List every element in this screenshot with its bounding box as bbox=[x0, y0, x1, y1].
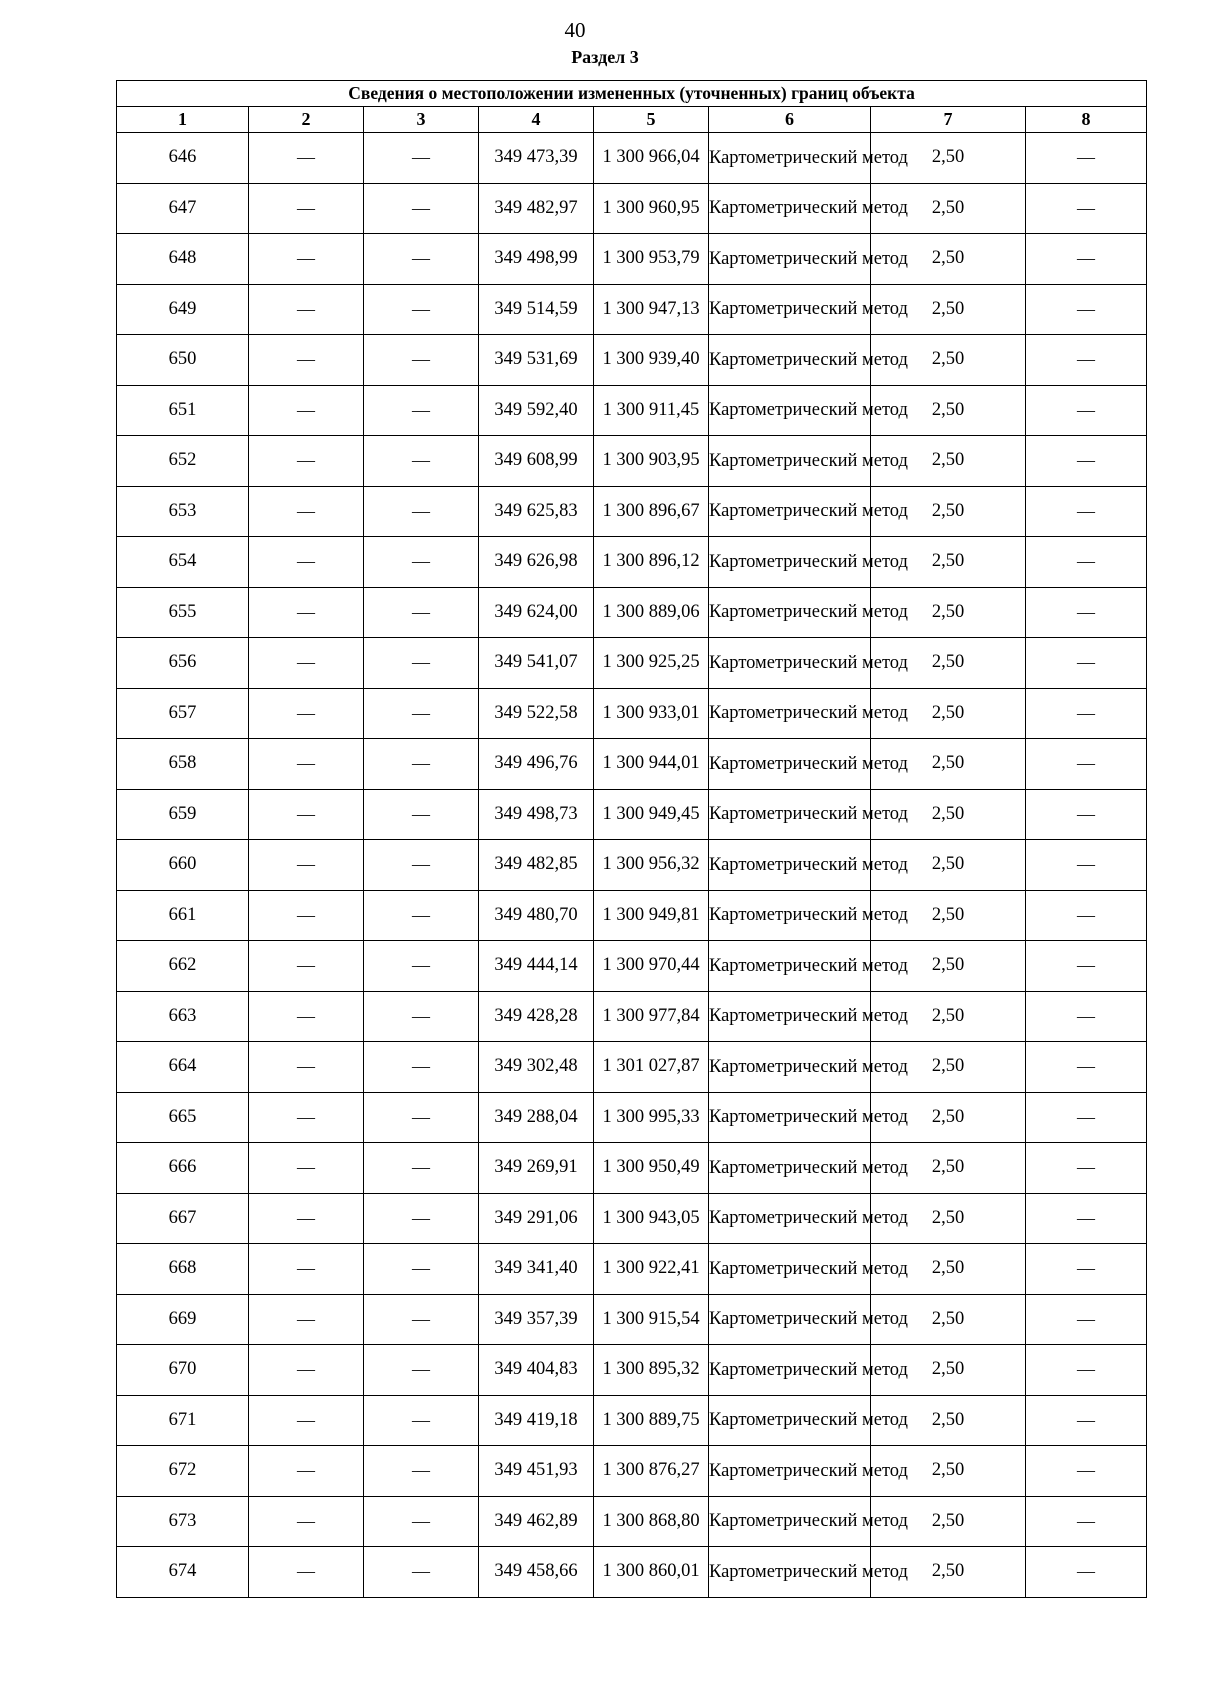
page-number: 40 bbox=[564, 18, 586, 42]
column-2-cell: — bbox=[249, 1547, 364, 1598]
column-number: 2 bbox=[249, 107, 364, 133]
y-coordinate-cell: 1 300 925,25 bbox=[594, 638, 709, 689]
point-number-cell: 674 bbox=[117, 1547, 249, 1598]
column-3-cell: — bbox=[364, 284, 479, 335]
column-2-cell: — bbox=[249, 1092, 364, 1143]
table-row bbox=[117, 890, 1147, 941]
y-coordinate-cell: 1 300 895,32 bbox=[594, 1345, 709, 1396]
column-number: 3 bbox=[364, 107, 479, 133]
column-2-cell: — bbox=[249, 1496, 364, 1547]
point-number-cell: 672 bbox=[117, 1446, 249, 1497]
x-coordinate-cell: 349 496,76 bbox=[479, 739, 594, 790]
column-3-cell: — bbox=[364, 1143, 479, 1194]
point-number-cell: 656 bbox=[117, 638, 249, 689]
column-2-cell: — bbox=[249, 183, 364, 234]
y-coordinate-cell: 1 300 949,45 bbox=[594, 789, 709, 840]
accuracy-cell: 2,50 bbox=[871, 284, 1026, 335]
method-cell: Картометрический метод bbox=[709, 284, 871, 335]
x-coordinate-cell: 349 522,58 bbox=[479, 688, 594, 739]
point-number-cell: 654 bbox=[117, 537, 249, 588]
column-2-cell: — bbox=[249, 1294, 364, 1345]
accuracy-cell: 2,50 bbox=[871, 991, 1026, 1042]
method-cell: Картометрический метод bbox=[709, 1446, 871, 1497]
point-number-cell: 646 bbox=[117, 133, 249, 184]
x-coordinate-cell: 349 626,98 bbox=[479, 537, 594, 588]
point-number-cell: 659 bbox=[117, 789, 249, 840]
column-2-cell: — bbox=[249, 890, 364, 941]
accuracy-cell: 2,50 bbox=[871, 1446, 1026, 1497]
x-coordinate-cell: 349 451,93 bbox=[479, 1446, 594, 1497]
accuracy-cell: 2,50 bbox=[871, 537, 1026, 588]
column-8-cell: — bbox=[1026, 789, 1147, 840]
column-8-cell: — bbox=[1026, 1143, 1147, 1194]
column-3-cell: — bbox=[364, 587, 479, 638]
column-3-cell: — bbox=[364, 1547, 479, 1598]
column-3-cell: — bbox=[364, 991, 479, 1042]
column-8-cell: — bbox=[1026, 133, 1147, 184]
column-3-cell: — bbox=[364, 840, 479, 891]
x-coordinate-cell: 349 498,99 bbox=[479, 234, 594, 285]
y-coordinate-cell: 1 300 970,44 bbox=[594, 941, 709, 992]
column-2-cell: — bbox=[249, 486, 364, 537]
column-2-cell: — bbox=[249, 991, 364, 1042]
table-row bbox=[117, 1143, 1147, 1194]
column-number: 1 bbox=[117, 107, 249, 133]
x-coordinate-cell: 349 514,59 bbox=[479, 284, 594, 335]
table-row bbox=[117, 941, 1147, 992]
y-coordinate-cell: 1 300 915,54 bbox=[594, 1294, 709, 1345]
method-cell: Картометрический метод bbox=[709, 587, 871, 638]
column-3-cell: — bbox=[364, 941, 479, 992]
column-3-cell: — bbox=[364, 638, 479, 689]
method-cell: Картометрический метод bbox=[709, 991, 871, 1042]
method-cell: Картометрический метод bbox=[709, 537, 871, 588]
column-8-cell: — bbox=[1026, 537, 1147, 588]
table-row bbox=[117, 789, 1147, 840]
y-coordinate-cell: 1 300 933,01 bbox=[594, 688, 709, 739]
column-8-cell: — bbox=[1026, 385, 1147, 436]
table-row bbox=[117, 587, 1147, 638]
x-coordinate-cell: 349 269,91 bbox=[479, 1143, 594, 1194]
table-row bbox=[117, 1446, 1147, 1497]
x-coordinate-cell: 349 462,89 bbox=[479, 1496, 594, 1547]
column-8-cell: — bbox=[1026, 1244, 1147, 1295]
column-8-cell: — bbox=[1026, 688, 1147, 739]
x-coordinate-cell: 349 458,66 bbox=[479, 1547, 594, 1598]
column-8-cell: — bbox=[1026, 1446, 1147, 1497]
table-row bbox=[117, 1244, 1147, 1295]
method-cell: Картометрический метод bbox=[709, 890, 871, 941]
accuracy-cell: 2,50 bbox=[871, 638, 1026, 689]
method-cell: Картометрический метод bbox=[709, 335, 871, 386]
y-coordinate-cell: 1 300 889,75 bbox=[594, 1395, 709, 1446]
y-coordinate-cell: 1 300 949,81 bbox=[594, 890, 709, 941]
column-3-cell: — bbox=[364, 1345, 479, 1396]
table-row bbox=[117, 991, 1147, 1042]
y-coordinate-cell: 1 300 960,95 bbox=[594, 183, 709, 234]
column-8-cell: — bbox=[1026, 840, 1147, 891]
column-3-cell: — bbox=[364, 537, 479, 588]
x-coordinate-cell: 349 625,83 bbox=[479, 486, 594, 537]
point-number-cell: 666 bbox=[117, 1143, 249, 1194]
point-number-cell: 657 bbox=[117, 688, 249, 739]
column-2-cell: — bbox=[249, 1042, 364, 1093]
column-8-cell: — bbox=[1026, 1547, 1147, 1598]
point-number-cell: 671 bbox=[117, 1395, 249, 1446]
point-number-cell: 653 bbox=[117, 486, 249, 537]
point-number-cell: 668 bbox=[117, 1244, 249, 1295]
point-number-cell: 670 bbox=[117, 1345, 249, 1396]
column-8-cell: — bbox=[1026, 284, 1147, 335]
y-coordinate-cell: 1 300 966,04 bbox=[594, 133, 709, 184]
point-number-cell: 663 bbox=[117, 991, 249, 1042]
column-8-cell: — bbox=[1026, 1193, 1147, 1244]
column-2-cell: — bbox=[249, 234, 364, 285]
table-row bbox=[117, 1294, 1147, 1345]
x-coordinate-cell: 349 291,06 bbox=[479, 1193, 594, 1244]
column-8-cell: — bbox=[1026, 486, 1147, 537]
column-number: 6 bbox=[709, 107, 871, 133]
column-8-cell: — bbox=[1026, 739, 1147, 790]
method-cell: Картометрический метод bbox=[709, 739, 871, 790]
accuracy-cell: 2,50 bbox=[871, 789, 1026, 840]
table-row bbox=[117, 284, 1147, 335]
column-8-cell: — bbox=[1026, 1294, 1147, 1345]
column-3-cell: — bbox=[364, 789, 479, 840]
column-8-cell: — bbox=[1026, 1395, 1147, 1446]
x-coordinate-cell: 349 541,07 bbox=[479, 638, 594, 689]
table-row bbox=[117, 688, 1147, 739]
column-2-cell: — bbox=[249, 537, 364, 588]
method-cell: Картометрический метод bbox=[709, 1547, 871, 1598]
column-8-cell: — bbox=[1026, 1042, 1147, 1093]
column-2-cell: — bbox=[249, 1446, 364, 1497]
column-3-cell: — bbox=[364, 1244, 479, 1295]
column-8-cell: — bbox=[1026, 991, 1147, 1042]
column-3-cell: — bbox=[364, 385, 479, 436]
column-8-cell: — bbox=[1026, 638, 1147, 689]
x-coordinate-cell: 349 473,39 bbox=[479, 133, 594, 184]
point-number-cell: 661 bbox=[117, 890, 249, 941]
column-3-cell: — bbox=[364, 133, 479, 184]
table-row bbox=[117, 1345, 1147, 1396]
x-coordinate-cell: 349 482,97 bbox=[479, 183, 594, 234]
column-2-cell: — bbox=[249, 436, 364, 487]
column-3-cell: — bbox=[364, 486, 479, 537]
column-2-cell: — bbox=[249, 1395, 364, 1446]
x-coordinate-cell: 349 608,99 bbox=[479, 436, 594, 487]
column-3-cell: — bbox=[364, 1042, 479, 1093]
accuracy-cell: 2,50 bbox=[871, 739, 1026, 790]
point-number-cell: 673 bbox=[117, 1496, 249, 1547]
point-number-cell: 667 bbox=[117, 1193, 249, 1244]
y-coordinate-cell: 1 300 911,45 bbox=[594, 385, 709, 436]
column-2-cell: — bbox=[249, 840, 364, 891]
method-cell: Картометрический метод bbox=[709, 133, 871, 184]
y-coordinate-cell: 1 300 995,33 bbox=[594, 1092, 709, 1143]
method-cell: Картометрический метод bbox=[709, 840, 871, 891]
accuracy-cell: 2,50 bbox=[871, 890, 1026, 941]
column-3-cell: — bbox=[364, 1446, 479, 1497]
column-numbers-row bbox=[117, 107, 1147, 133]
column-3-cell: — bbox=[364, 890, 479, 941]
column-2-cell: — bbox=[249, 941, 364, 992]
column-3-cell: — bbox=[364, 739, 479, 790]
column-8-cell: — bbox=[1026, 587, 1147, 638]
x-coordinate-cell: 349 357,39 bbox=[479, 1294, 594, 1345]
point-number-cell: 660 bbox=[117, 840, 249, 891]
method-cell: Картометрический метод bbox=[709, 789, 871, 840]
method-cell: Картометрический метод bbox=[709, 486, 871, 537]
x-coordinate-cell: 349 444,14 bbox=[479, 941, 594, 992]
method-cell: Картометрический метод bbox=[709, 183, 871, 234]
accuracy-cell: 2,50 bbox=[871, 1042, 1026, 1093]
x-coordinate-cell: 349 531,69 bbox=[479, 335, 594, 386]
table-row bbox=[117, 840, 1147, 891]
x-coordinate-cell: 349 341,40 bbox=[479, 1244, 594, 1295]
y-coordinate-cell: 1 300 950,49 bbox=[594, 1143, 709, 1194]
accuracy-cell: 2,50 bbox=[871, 941, 1026, 992]
method-cell: Картометрический метод bbox=[709, 1193, 871, 1244]
accuracy-cell: 2,50 bbox=[871, 1092, 1026, 1143]
table-caption-row bbox=[117, 81, 1147, 107]
accuracy-cell: 2,50 bbox=[871, 234, 1026, 285]
y-coordinate-cell: 1 300 889,06 bbox=[594, 587, 709, 638]
x-coordinate-cell: 349 288,04 bbox=[479, 1092, 594, 1143]
column-2-cell: — bbox=[249, 688, 364, 739]
accuracy-cell: 2,50 bbox=[871, 486, 1026, 537]
column-number: 5 bbox=[594, 107, 709, 133]
point-number-cell: 650 bbox=[117, 335, 249, 386]
column-2-cell: — bbox=[249, 587, 364, 638]
x-coordinate-cell: 349 480,70 bbox=[479, 890, 594, 941]
method-cell: Картометрический метод bbox=[709, 1294, 871, 1345]
x-coordinate-cell: 349 624,00 bbox=[479, 587, 594, 638]
y-coordinate-cell: 1 300 956,32 bbox=[594, 840, 709, 891]
x-coordinate-cell: 349 302,48 bbox=[479, 1042, 594, 1093]
accuracy-cell: 2,50 bbox=[871, 1193, 1026, 1244]
column-8-cell: — bbox=[1026, 234, 1147, 285]
column-2-cell: — bbox=[249, 284, 364, 335]
y-coordinate-cell: 1 300 939,40 bbox=[594, 335, 709, 386]
method-cell: Картометрический метод bbox=[709, 385, 871, 436]
column-3-cell: — bbox=[364, 436, 479, 487]
table-row bbox=[117, 1496, 1147, 1547]
table-row bbox=[117, 739, 1147, 790]
column-3-cell: — bbox=[364, 1496, 479, 1547]
table-row bbox=[117, 638, 1147, 689]
table-row bbox=[117, 183, 1147, 234]
x-coordinate-cell: 349 498,73 bbox=[479, 789, 594, 840]
method-cell: Картометрический метод bbox=[709, 1496, 871, 1547]
section-title: Раздел 3 bbox=[571, 47, 639, 67]
column-2-cell: — bbox=[249, 335, 364, 386]
table-caption: Сведения о местоположении измененных (уточненных) границ объекта bbox=[117, 81, 1147, 107]
column-number: 4 bbox=[479, 107, 594, 133]
method-cell: Картометрический метод bbox=[709, 941, 871, 992]
column-3-cell: — bbox=[364, 1193, 479, 1244]
method-cell: Картометрический метод bbox=[709, 436, 871, 487]
point-number-cell: 655 bbox=[117, 587, 249, 638]
method-cell: Картометрический метод bbox=[709, 1092, 871, 1143]
column-2-cell: — bbox=[249, 789, 364, 840]
method-cell: Картометрический метод bbox=[709, 638, 871, 689]
column-2-cell: — bbox=[249, 133, 364, 184]
accuracy-cell: 2,50 bbox=[871, 1345, 1026, 1396]
x-coordinate-cell: 349 482,85 bbox=[479, 840, 594, 891]
accuracy-cell: 2,50 bbox=[871, 587, 1026, 638]
column-3-cell: — bbox=[364, 183, 479, 234]
y-coordinate-cell: 1 300 896,12 bbox=[594, 537, 709, 588]
point-number-cell: 662 bbox=[117, 941, 249, 992]
column-8-cell: — bbox=[1026, 1496, 1147, 1547]
column-3-cell: — bbox=[364, 688, 479, 739]
column-3-cell: — bbox=[364, 1092, 479, 1143]
column-2-cell: — bbox=[249, 638, 364, 689]
column-8-cell: — bbox=[1026, 1092, 1147, 1143]
accuracy-cell: 2,50 bbox=[871, 840, 1026, 891]
y-coordinate-cell: 1 300 947,13 bbox=[594, 284, 709, 335]
accuracy-cell: 2,50 bbox=[871, 183, 1026, 234]
point-number-cell: 665 bbox=[117, 1092, 249, 1143]
accuracy-cell: 2,50 bbox=[871, 1143, 1026, 1194]
column-3-cell: — bbox=[364, 1395, 479, 1446]
method-cell: Картометрический метод bbox=[709, 1244, 871, 1295]
accuracy-cell: 2,50 bbox=[871, 133, 1026, 184]
point-number-cell: 652 bbox=[117, 436, 249, 487]
column-2-cell: — bbox=[249, 1193, 364, 1244]
y-coordinate-cell: 1 300 943,05 bbox=[594, 1193, 709, 1244]
column-2-cell: — bbox=[249, 739, 364, 790]
table-body bbox=[117, 133, 1147, 1598]
column-number: 7 bbox=[871, 107, 1026, 133]
y-coordinate-cell: 1 300 868,80 bbox=[594, 1496, 709, 1547]
accuracy-cell: 2,50 bbox=[871, 436, 1026, 487]
point-number-cell: 651 bbox=[117, 385, 249, 436]
y-coordinate-cell: 1 300 944,01 bbox=[594, 739, 709, 790]
accuracy-cell: 2,50 bbox=[871, 1395, 1026, 1446]
point-number-cell: 647 bbox=[117, 183, 249, 234]
table-row bbox=[117, 1042, 1147, 1093]
method-cell: Картометрический метод bbox=[709, 1395, 871, 1446]
table-row bbox=[117, 1092, 1147, 1143]
x-coordinate-cell: 349 404,83 bbox=[479, 1345, 594, 1396]
column-number: 8 bbox=[1026, 107, 1147, 133]
table-row bbox=[117, 537, 1147, 588]
column-8-cell: — bbox=[1026, 890, 1147, 941]
accuracy-cell: 2,50 bbox=[871, 1294, 1026, 1345]
table-header bbox=[117, 81, 1147, 133]
column-2-cell: — bbox=[249, 385, 364, 436]
column-8-cell: — bbox=[1026, 1345, 1147, 1396]
table-row bbox=[117, 486, 1147, 537]
method-cell: Картометрический метод bbox=[709, 1143, 871, 1194]
x-coordinate-cell: 349 419,18 bbox=[479, 1395, 594, 1446]
table-row bbox=[117, 1395, 1147, 1446]
method-cell: Картометрический метод bbox=[709, 1345, 871, 1396]
y-coordinate-cell: 1 300 860,01 bbox=[594, 1547, 709, 1598]
x-coordinate-cell: 349 428,28 bbox=[479, 991, 594, 1042]
accuracy-cell: 2,50 bbox=[871, 335, 1026, 386]
y-coordinate-cell: 1 300 876,27 bbox=[594, 1446, 709, 1497]
y-coordinate-cell: 1 300 977,84 bbox=[594, 991, 709, 1042]
column-3-cell: — bbox=[364, 335, 479, 386]
table-row bbox=[117, 385, 1147, 436]
column-8-cell: — bbox=[1026, 941, 1147, 992]
point-number-cell: 669 bbox=[117, 1294, 249, 1345]
column-8-cell: — bbox=[1026, 335, 1147, 386]
accuracy-cell: 2,50 bbox=[871, 1244, 1026, 1295]
column-3-cell: — bbox=[364, 1294, 479, 1345]
y-coordinate-cell: 1 301 027,87 bbox=[594, 1042, 709, 1093]
table-row bbox=[117, 234, 1147, 285]
method-cell: Картометрический метод bbox=[709, 1042, 871, 1093]
method-cell: Картометрический метод bbox=[709, 234, 871, 285]
table-row bbox=[117, 133, 1147, 184]
point-number-cell: 649 bbox=[117, 284, 249, 335]
table-row bbox=[117, 335, 1147, 386]
accuracy-cell: 2,50 bbox=[871, 385, 1026, 436]
point-number-cell: 658 bbox=[117, 739, 249, 790]
column-2-cell: — bbox=[249, 1143, 364, 1194]
y-coordinate-cell: 1 300 896,67 bbox=[594, 486, 709, 537]
table-row bbox=[117, 1547, 1147, 1598]
y-coordinate-cell: 1 300 922,41 bbox=[594, 1244, 709, 1295]
y-coordinate-cell: 1 300 903,95 bbox=[594, 436, 709, 487]
column-2-cell: — bbox=[249, 1244, 364, 1295]
point-number-cell: 648 bbox=[117, 234, 249, 285]
column-2-cell: — bbox=[249, 1345, 364, 1396]
accuracy-cell: 2,50 bbox=[871, 1547, 1026, 1598]
x-coordinate-cell: 349 592,40 bbox=[479, 385, 594, 436]
table-row bbox=[117, 436, 1147, 487]
column-8-cell: — bbox=[1026, 436, 1147, 487]
column-3-cell: — bbox=[364, 234, 479, 285]
boundary-coordinates-table bbox=[116, 80, 1147, 1598]
accuracy-cell: 2,50 bbox=[871, 688, 1026, 739]
accuracy-cell: 2,50 bbox=[871, 1496, 1026, 1547]
point-number-cell: 664 bbox=[117, 1042, 249, 1093]
y-coordinate-cell: 1 300 953,79 bbox=[594, 234, 709, 285]
method-cell: Картометрический метод bbox=[709, 688, 871, 739]
column-8-cell: — bbox=[1026, 183, 1147, 234]
table-row bbox=[117, 1193, 1147, 1244]
